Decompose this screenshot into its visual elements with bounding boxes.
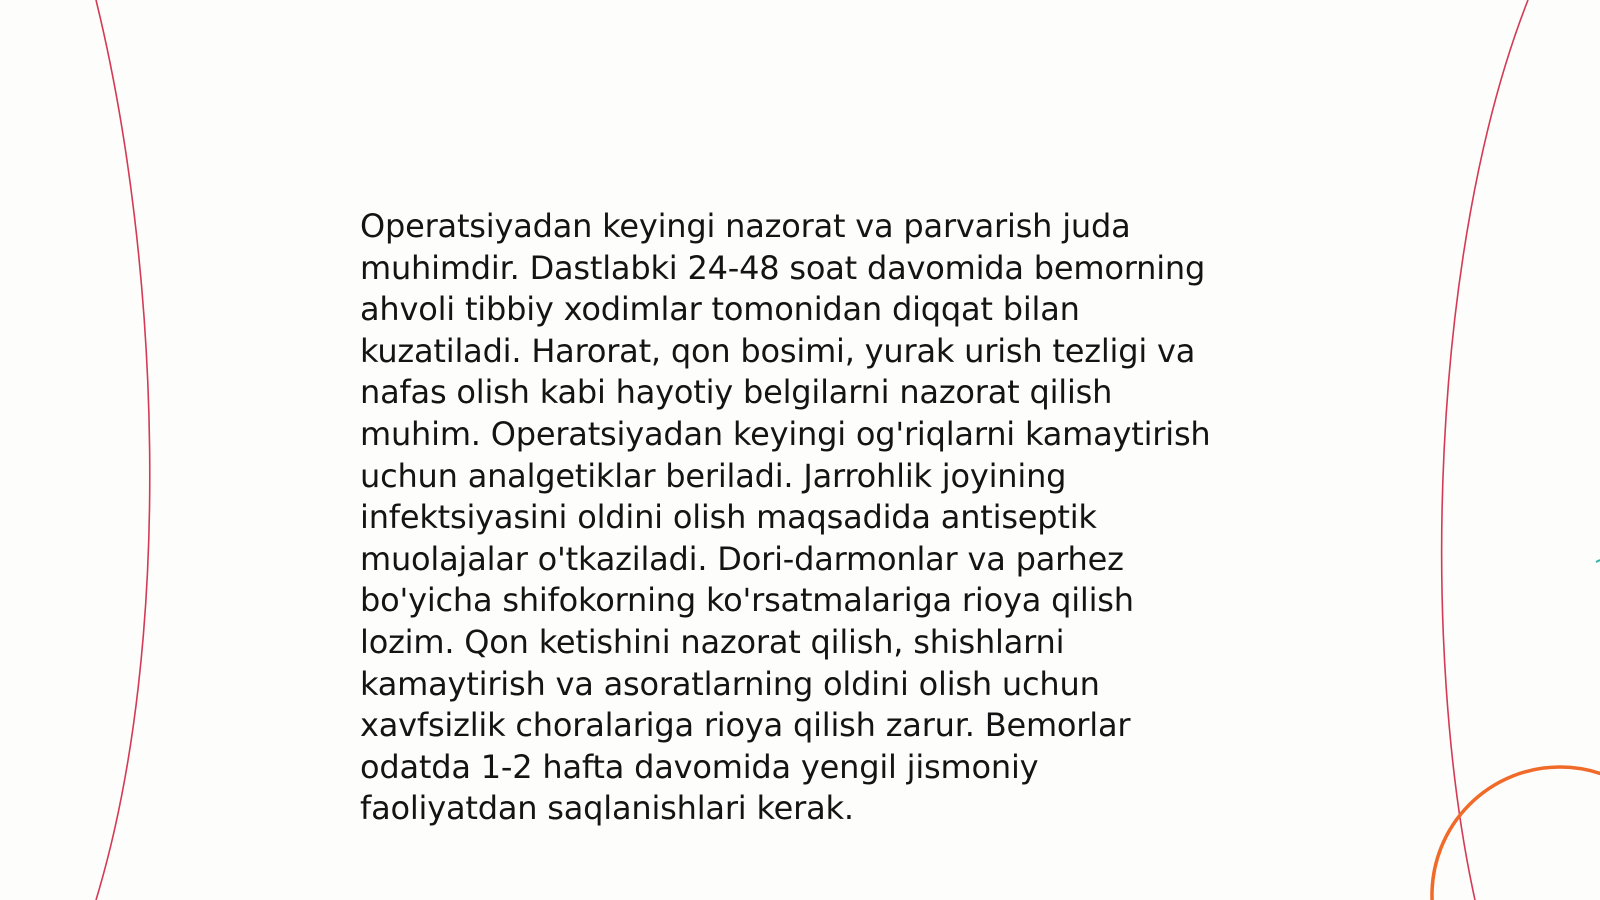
orange-circle-outline xyxy=(1432,767,1600,900)
teal-accent-mark xyxy=(1596,560,1600,562)
slide-body-text: Operatsiyadan keyingi nazorat va parvarish juda muhimdir. Dastlabki 24-48 soat davomida bemorning ahvoli tibbiy xodimlar tomonidan diqqat bilan kuzatiladi. Harorat, qon bosimi, yurak urish tezligi va nafas olish kabi hayotiy belgilarni nazorat qilish muhim. Operatsiyadan keyingi og'riqlarni kamaytirish uchun analgetiklar beriladi. Jarrohlik joyining infektsiyasini oldini olish maqsadida antiseptik muolajalar o'tkaziladi. Dori-darmonlar va parhez bo'yicha shifokorning ko'rsatmalariga rioya qilish lozim. Qon ketishini nazorat qilish, shishlarni kamaytirish va asoratlarning oldini olish uchun xavfsizlik choralariga rioya qilish zarur. Bemorlar odatda 1-2 hafta davomida yengil jismoniy faoliyatdan saqlanishlari kerak. xyxy=(360,207,1211,828)
left-arc-line xyxy=(96,0,150,900)
right-arc-line xyxy=(1442,0,1528,900)
